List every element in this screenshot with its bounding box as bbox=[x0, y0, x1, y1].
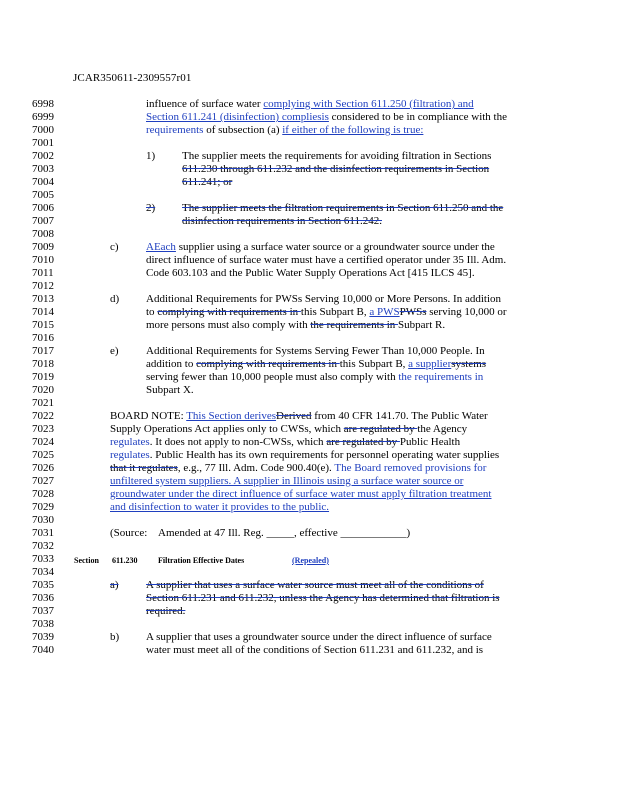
text-run: considered to be in compliance with the bbox=[328, 111, 507, 123]
line-number: 7015 bbox=[32, 319, 54, 331]
text-line bbox=[146, 241, 495, 254]
text-run: influence of surface water bbox=[146, 98, 264, 110]
line-number: 7002 bbox=[32, 150, 54, 162]
line-number: 7028 bbox=[32, 488, 54, 500]
source-label: (Source: bbox=[110, 527, 148, 539]
inserted-text: regulates bbox=[110, 449, 150, 461]
deleted-text: that it regulates bbox=[110, 462, 178, 474]
text-run: more persons must also comply with bbox=[146, 319, 311, 331]
text-line: Additional Requirements for Systems Serving Fewer Than 10,000 People. In bbox=[146, 345, 485, 357]
deleted-text: are regulated by bbox=[343, 423, 418, 435]
line-number: 7013 bbox=[32, 293, 54, 305]
inserted-text: The Board removed provisions for bbox=[334, 462, 487, 474]
text-line bbox=[110, 436, 460, 449]
text-run: BOARD NOTE: bbox=[110, 410, 187, 422]
repealed-tag: (Repealed) bbox=[292, 556, 329, 565]
text-line bbox=[146, 306, 507, 319]
text-line bbox=[146, 358, 486, 371]
line-number: 7038 bbox=[32, 618, 54, 630]
line-number: 7023 bbox=[32, 423, 54, 435]
line-number: 7006 bbox=[32, 202, 54, 214]
deleted-text: The supplier meets the filtration requirements in Section 611.250 and the bbox=[182, 202, 504, 214]
text-line bbox=[146, 111, 507, 124]
text-line: Subpart X. bbox=[146, 384, 194, 396]
line-number: 7010 bbox=[32, 254, 54, 266]
line-number: 7040 bbox=[32, 644, 54, 656]
line-number: 7039 bbox=[32, 631, 54, 643]
text-run: this Subpart B, bbox=[300, 306, 370, 318]
line-number: 7034 bbox=[32, 566, 54, 578]
text-run: serving fewer than 10,000 people must also comply with bbox=[146, 371, 399, 383]
inserted-text: a supplier bbox=[408, 358, 452, 370]
deleted-text: A supplier that uses a surface water source must meet all of the conditions of bbox=[146, 579, 484, 591]
inserted-text: unfiltered system suppliers. A supplier in Illinois using a surface water source or bbox=[110, 475, 464, 487]
section-label: Section bbox=[74, 556, 99, 565]
line-number: 7036 bbox=[32, 592, 54, 604]
text-run: . It does not apply to non-CWSs, which bbox=[149, 436, 327, 448]
inserted-text: complying with Section 611.250 (filtration) and bbox=[263, 98, 474, 110]
text-run: Supply Operations Act applies only to CWSs, which bbox=[110, 423, 344, 435]
line-number: 7001 bbox=[32, 137, 54, 149]
text-run: Subpart R. bbox=[398, 319, 446, 331]
text-line: Code 603.103 and the Public Water Supply Operations Act [415 ILCS 45]. bbox=[146, 267, 475, 279]
line-number: 7033 bbox=[32, 553, 54, 565]
text-line: The supplier meets the requirements for avoiding filtration in Sections bbox=[182, 150, 492, 162]
inserted-text: the requirements in bbox=[398, 371, 484, 383]
list-marker: b) bbox=[110, 631, 120, 643]
list-marker: 2) bbox=[146, 202, 156, 214]
line-number: 7016 bbox=[32, 332, 54, 344]
line-number: 7004 bbox=[32, 176, 54, 188]
line-number: 7035 bbox=[32, 579, 54, 591]
list-marker: c) bbox=[110, 241, 119, 253]
deleted-text: Section 611.231 and 611.232, unless the Agency has determined that filtration is bbox=[146, 592, 500, 604]
text-run: to bbox=[146, 306, 158, 318]
deleted-text: Derived bbox=[276, 410, 312, 422]
text-run: serving 10,000 or bbox=[426, 306, 507, 318]
deleted-text: 611.241; or bbox=[182, 176, 233, 188]
line-number: 7018 bbox=[32, 358, 54, 370]
text-line bbox=[146, 371, 483, 384]
line-number: 7005 bbox=[32, 189, 54, 201]
inserted-text: regulates bbox=[110, 436, 150, 448]
text-line bbox=[110, 449, 499, 462]
text-run: Public Health bbox=[399, 436, 461, 448]
text-line: Additional Requirements for PWSs Serving 10,000 or More Persons. In addition bbox=[146, 293, 502, 305]
list-marker: a) bbox=[110, 579, 119, 591]
text-run: this Subpart B, bbox=[339, 358, 409, 370]
text-line bbox=[146, 124, 423, 137]
line-number: 7026 bbox=[32, 462, 54, 474]
line-number: 7021 bbox=[32, 397, 54, 409]
line-number: 7019 bbox=[32, 371, 54, 383]
line-number: 7003 bbox=[32, 163, 54, 175]
deleted-text: required. bbox=[146, 605, 186, 617]
list-marker: 1) bbox=[146, 150, 156, 162]
line-number: 7008 bbox=[32, 228, 54, 240]
line-number: 7017 bbox=[32, 345, 54, 357]
line-number: 7030 bbox=[32, 514, 54, 526]
section-title: Filtration Effective Dates bbox=[158, 556, 245, 565]
inserted-text: Section 611.241 (disinfection) compliesis bbox=[146, 111, 329, 123]
inserted-text: and disinfection to water it provides to the public. bbox=[110, 501, 330, 513]
line-number: 7025 bbox=[32, 449, 54, 461]
inserted-text: groundwater under the direct influence of surface water must apply filtration treatment bbox=[110, 488, 492, 500]
deleted-text: are regulated by bbox=[326, 436, 400, 448]
line-number: 7014 bbox=[32, 306, 54, 318]
text-line: A supplier that uses a groundwater source under the direct influence of surface bbox=[146, 631, 492, 643]
inserted-text: AEach bbox=[146, 241, 176, 253]
text-line: water must meet all of the conditions of Section 611.231 and 611.232, and is bbox=[146, 644, 484, 656]
text-line: direct influence of surface water must have a certified operator under 35 Ill. Adm. bbox=[146, 254, 507, 266]
text-run: addition to bbox=[146, 358, 197, 370]
deleted-text: complying with requirements in bbox=[157, 306, 301, 318]
line-number: 7020 bbox=[32, 384, 54, 396]
text-line bbox=[110, 462, 486, 475]
deleted-text: PWSs bbox=[399, 306, 427, 318]
line-number: 7022 bbox=[32, 410, 54, 422]
line-number: 7029 bbox=[32, 501, 54, 513]
deleted-text: disinfection requirements in Section 611.242. bbox=[182, 215, 382, 227]
text-run: from 40 CFR 141.70. The Public Water bbox=[311, 410, 488, 422]
text-run: . Public Health has its own requirements for personnel operating water supplies bbox=[149, 449, 500, 461]
deleted-text: 611.230 through 611.232 and the disinfection requirements in Section bbox=[182, 163, 490, 175]
line-number: 6998 bbox=[32, 98, 54, 110]
text-run: of subsection (a) bbox=[203, 124, 283, 136]
line-number: 7024 bbox=[32, 436, 54, 448]
line-number: 7011 bbox=[32, 267, 54, 279]
inserted-text: if either of the following is true: bbox=[282, 124, 424, 136]
deleted-text: systems bbox=[451, 358, 487, 370]
line-number: 7037 bbox=[32, 605, 54, 617]
line-number: 7031 bbox=[32, 527, 54, 539]
inserted-text: This Section derives bbox=[186, 410, 277, 422]
inserted-text: requirements bbox=[146, 124, 204, 136]
text-run: the Agency bbox=[417, 423, 468, 435]
line-number: 7007 bbox=[32, 215, 54, 227]
deleted-text: complying with requirements in bbox=[196, 358, 340, 370]
line-number: 6999 bbox=[32, 111, 54, 123]
text-line bbox=[110, 410, 488, 423]
text-line bbox=[146, 98, 474, 111]
list-marker: e) bbox=[110, 345, 119, 357]
section-number: 611.230 bbox=[112, 556, 138, 565]
line-number: 7012 bbox=[32, 280, 54, 292]
line-number: 7009 bbox=[32, 241, 54, 253]
list-marker: d) bbox=[110, 293, 120, 305]
line-number: 7000 bbox=[32, 124, 54, 136]
deleted-text: the requirements in bbox=[310, 319, 399, 331]
text-run: supplier using a surface water source or a groundwater source under the bbox=[175, 241, 495, 253]
text-line bbox=[146, 319, 445, 332]
document-id-header: JCAR350611-2309557r01 bbox=[73, 72, 192, 84]
line-number: 7032 bbox=[32, 540, 54, 552]
source-note: Amended at 47 Ill. Reg. _____, effective ____________) bbox=[158, 527, 411, 539]
line-number: 7027 bbox=[32, 475, 54, 487]
text-run: , e.g., 77 Ill. Adm. Code 900.40(e). bbox=[177, 462, 335, 474]
inserted-text: a PWS bbox=[369, 306, 400, 318]
text-line bbox=[110, 423, 467, 436]
